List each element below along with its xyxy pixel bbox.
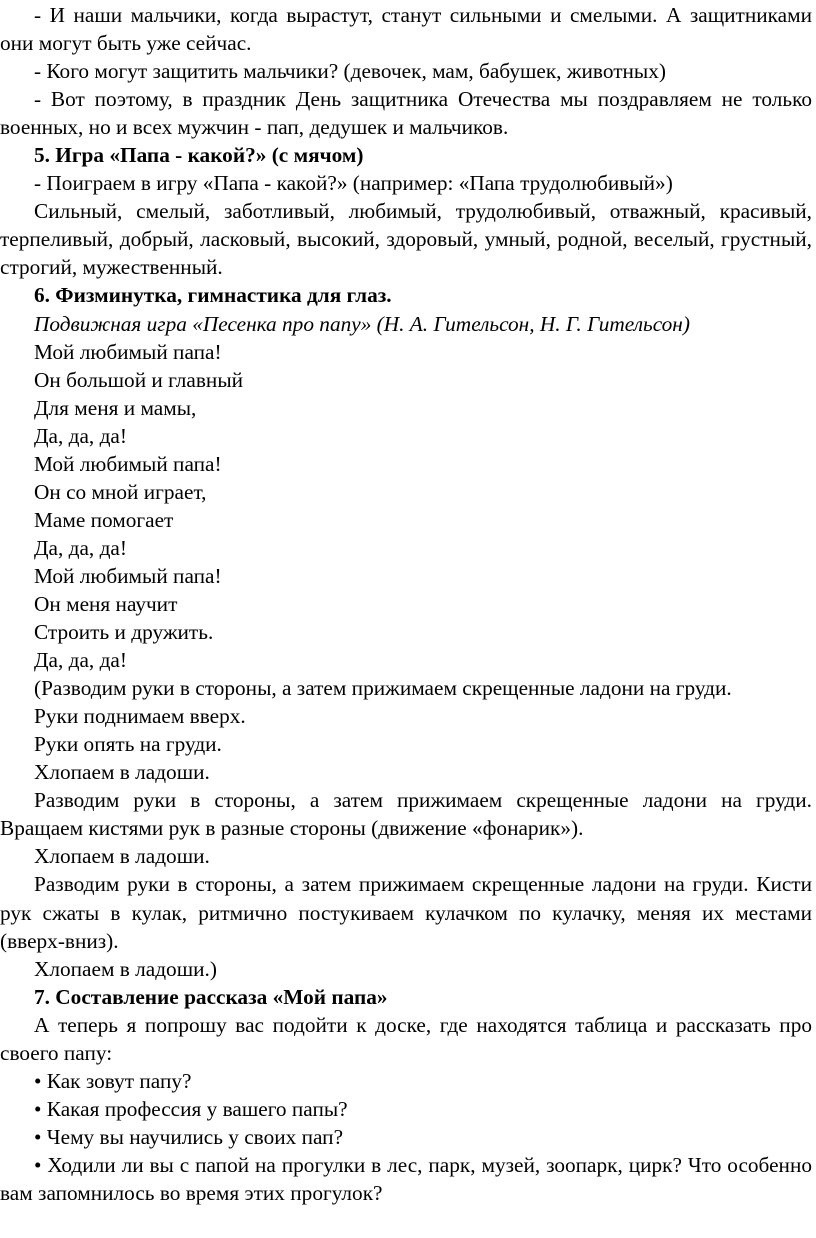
section-heading-6: 6. Физминутка, гимнастика для глаз. <box>34 283 392 308</box>
poem-line: Он большой и главный <box>34 367 244 392</box>
game-subtitle: Подвижная игра «Песенка про папу» (Н. А. Гительсон, Н. Г. Гительсон) <box>34 311 690 336</box>
paragraph-holiday-greeting: - Вот поэтому, в праздник День защитника Отечества мы поздравляем не только военных, но и всех мужчин - пап, дедушек и мальчиков. <box>0 87 812 140</box>
paragraph-story-intro: А теперь я попрошу вас подойти к доске, где находятся таблица и рассказать про своего папу: <box>0 1012 812 1065</box>
poem-line: Мой любимый папа! <box>34 563 222 588</box>
poem-line: Он меня научит <box>34 591 178 616</box>
instruction-line: Руки опять на груди. <box>34 732 222 757</box>
instruction-paragraph: Разводим руки в стороны, а затем прижимаем скрещенные ладони на груди. Кисти рук сжаты в кулак, ритмично постукиваем кулачком по кулачку, меняя их местами (вверх-вниз). <box>0 872 812 953</box>
poem-line: Для меня и мамы, <box>34 395 197 420</box>
question-item: • Чему вы научились у своих пап? <box>34 1124 344 1149</box>
section-heading-5: 5. Игра «Папа - какой?» (с мячом) <box>34 143 364 168</box>
question-item: • Как зовут папу? <box>34 1068 192 1093</box>
instruction-line: Хлопаем в ладоши. <box>34 844 210 869</box>
section-heading-7: 7. Составление рассказа «Мой папа» <box>34 984 388 1009</box>
poem-line: Да, да, да! <box>34 535 127 560</box>
question-item: • Ходили ли вы с папой на прогулки в лес, парк, музей, зоопарк, цирк? Что особенно вам запомнилось во время этих прогулок? <box>0 1152 812 1205</box>
poem-line: Мой любимый папа! <box>34 451 222 476</box>
poem-line: Он со мной играет, <box>34 479 207 504</box>
instruction-line: Хлопаем в ладоши.) <box>34 956 217 981</box>
poem-line: Да, да, да! <box>34 423 127 448</box>
question-item: • Какая профессия у вашего папы? <box>34 1096 348 1121</box>
poem-line: Да, да, да! <box>34 648 127 673</box>
instruction-line: Хлопаем в ладоши. <box>34 760 210 785</box>
instruction-paragraph: (Разводим руки в стороны, а затем прижимаем скрещенные ладони на груди. <box>34 676 732 701</box>
paragraph-game-intro: - Поиграем в игру «Папа - какой?» (например: «Папа трудолюбивый») <box>34 171 673 196</box>
paragraph-adjectives: Сильный, смелый, заботливый, любимый, трудолюбивый, отважный, красивый, терпеливый, добрый, ласковый, высокий, здоровый, умный, родной, веселый, грустный, строгий, мужественный. <box>0 199 812 280</box>
instruction-paragraph: Разводим руки в стороны, а затем прижимаем скрещенные ладони на груди. Вращаем кистями рук в разные стороны (движение «фонарик»). <box>0 788 812 841</box>
paragraph-boys-grow-up: - И наши мальчики, когда вырастут, станут сильными и смелыми. А защитниками они могут быть уже сейчас. <box>0 3 812 56</box>
poem-line: Мой любимый папа! <box>34 339 222 364</box>
poem-line: Строить и дружить. <box>34 620 214 645</box>
poem-line: Маме помогает <box>34 507 174 532</box>
instruction-line: Руки поднимаем вверх. <box>34 704 246 729</box>
paragraph-who-to-protect: - Кого могут защитить мальчики? (девочек, мам, бабушек, животных) <box>34 59 666 84</box>
